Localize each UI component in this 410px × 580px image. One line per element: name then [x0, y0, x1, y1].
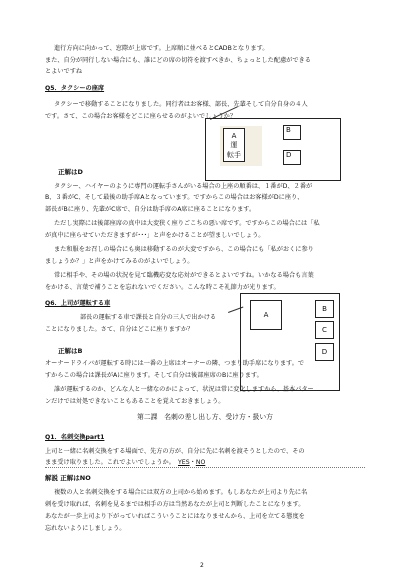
- q1-question-line-2: まま受け取りました。これでよいでしょうか。: [45, 459, 175, 466]
- intro-line-3: とよいですね: [45, 68, 83, 75]
- q5-answer: 正解はD: [58, 168, 83, 176]
- q6-explain-1-line-2: すからこの場合は課長がAに座ります。そして自分は後部座席のBに座ります。: [45, 372, 263, 379]
- q5-heading: Q5．タクシーの座席: [45, 85, 105, 92]
- q1-explain-line-4: 忘れないようにしましょう。: [45, 525, 126, 532]
- q1-heading: Q1．名刺交換part1: [45, 434, 105, 441]
- taxi-seat-d: D: [283, 150, 301, 165]
- q5-explain-4-line-2: をかける、言葉で補うことを忘れないでください。こんな時こそ礼節力が光ります。: [45, 284, 280, 291]
- q6-question-line-1: 部長の運転する車で課長と自分の三人で出かける: [80, 314, 217, 321]
- q5-explain-3-line-1: また和服をお召しの場合にも奥は移動するのが大変ですから、この場合にも「私がおくに参り: [54, 246, 314, 253]
- q5-question-line-1: タクシーで移動することになりました。同行者はお客様、部長、先輩そして自分自身の４人: [54, 101, 308, 108]
- q5-explain-4-line-1: 常に相手や、その場の状況を見て臨機応変な応対ができるとよいですね。いかなる場合も言葉: [54, 272, 314, 279]
- taxi-seat-a: [223, 128, 245, 162]
- q1-explain-line-2: 刺を受け取れば、名刺を見るまでは相手の方は当然あなたが上司と判断したことになります。: [45, 501, 305, 508]
- q6-heading: Q6．上司が運転する車: [45, 300, 111, 307]
- owner-car-seat-c: C: [315, 321, 334, 339]
- intro-line-1: 進行方向に向かって、窓際が上席です。上席順に並べるとCADBとなります。: [54, 45, 269, 52]
- q1-choice-yes: YES: [178, 459, 190, 466]
- q1-choice-separator: ・: [189, 459, 196, 466]
- q6-explain-2-line-1: 誰が運転するのか、どんな人と一緒なのかによって、状況は常に変化しますから、基本パター: [54, 386, 314, 393]
- q6-answer: 正解はB: [58, 347, 83, 355]
- q1-choice-no: NO: [195, 459, 206, 466]
- q1-choices: [178, 459, 205, 466]
- taxi-driver-label-1: 運: [230, 141, 238, 149]
- q5-explain-2-line-2: が真中に座らせていただきますが･･･」と声をかけることが望ましいでしょう。: [45, 232, 265, 239]
- intro-line-2: また、自分が同行しない場合にも、誰にどの席の切符を渡すべきか、ちょっとした配慮ができる: [45, 57, 311, 64]
- taxi-driver-label-2: 転手: [227, 151, 241, 159]
- q6-explain-1-line-1: オーナードライバが運転する時には一番の上席はオーナーの隣、つまり助手席になります。で: [45, 360, 305, 367]
- owner-car-seat-b: B: [315, 300, 334, 318]
- q5-explain-2-line-1: ただし実際には後部座席の真中は大変狭く座りごこちの悪い席です。ですからこの場合には「私: [54, 220, 320, 227]
- owner-car-seat-a: A: [250, 300, 282, 330]
- q6-question-line-2: ことになりました。さて、自分はどこに座りますか？: [45, 326, 194, 333]
- q1-explain-line-1: 複数の人と名刺交換をする場合には双方の上司から始めます。もしあなたが上司より先に名: [54, 489, 308, 496]
- owner-car-seat-d: D: [315, 343, 334, 361]
- page-number: 2: [200, 562, 204, 569]
- q5-explain-1-line-2: B、３番がC、そして最後の助手席Aとなっています。ですからこの場合はお客様がDに座り、: [45, 194, 304, 201]
- q1-question-line-1: 上司と一緒に名刺交換をする場面で、先方の方が、自分に先に名刺を渡そうとしたので、その: [45, 448, 305, 455]
- q1-dotted-rule: [45, 467, 365, 468]
- taxi-seat-a-label: A: [231, 132, 237, 140]
- taxi-seat-b: B: [283, 125, 301, 140]
- q1-answer: 解説 正解はNO: [45, 474, 91, 482]
- chapter-title: 第二課 名刺の差し出し方、受け方・扱い方: [137, 413, 273, 421]
- q5-explain-1-line-3: 部長がBに座り、先輩がC席で、自分は助手席のA席に座ることになります。: [45, 206, 256, 213]
- q5-explain-1-line-1: タクシー、ハイヤーのように専門の運転手さんがいる場合の上座の順番は、１番がD、２番が: [54, 183, 313, 190]
- q5-question-line-2: です。さて、この場合お客様をどこに座らせるのがよいでしょうか？: [45, 113, 237, 120]
- q1-explain-line-3: あなたが一歩上司より下がっていればこういうことにはなりませんから、上司を立てる態度を: [45, 513, 305, 520]
- q6-explain-2-line-2: ンだけでは対処できないこともあることを覚えておきましょう。: [45, 398, 225, 405]
- q5-explain-3-line-2: ましょうか？」と声をかけてみるのがよいでしょう。: [45, 258, 194, 265]
